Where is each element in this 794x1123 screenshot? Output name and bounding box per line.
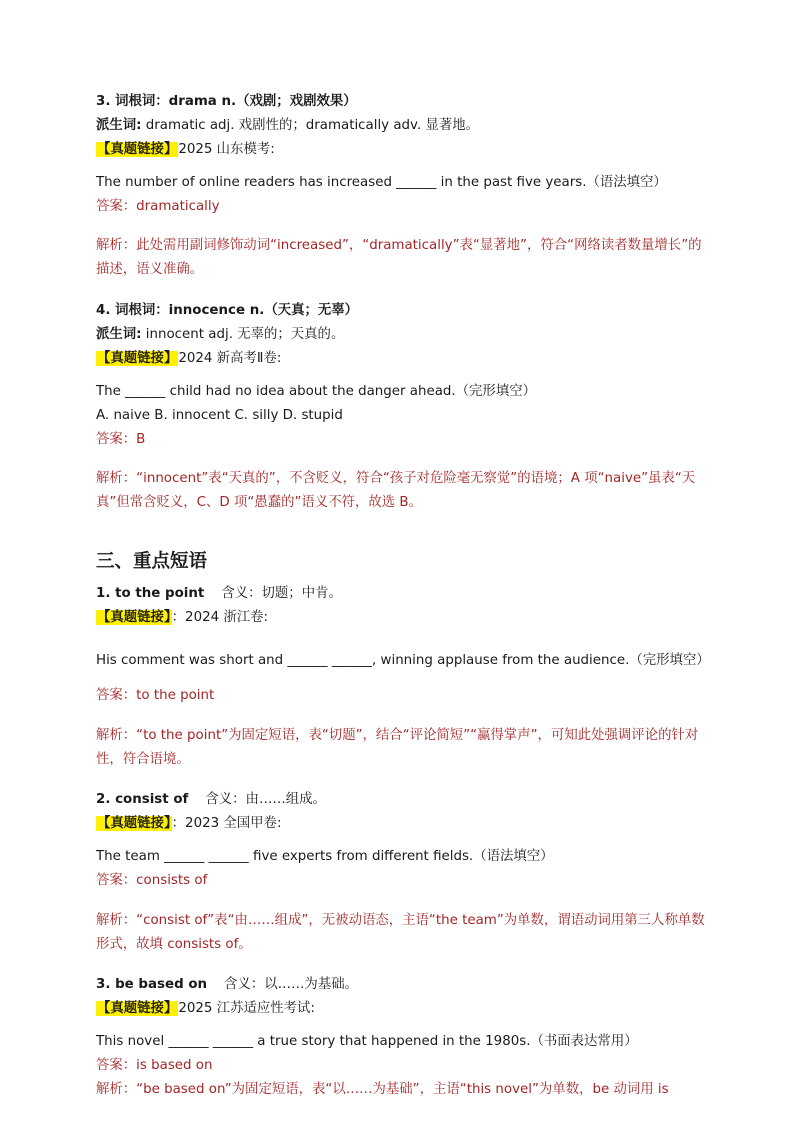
exam-link-tag: 【真题链接】 <box>97 350 178 366</box>
exam-source: ：2024 浙江卷: <box>171 609 269 625</box>
phrase-1-analysis: 解析：“to the point”为固定短语，表“切题”，结合“评论简短”“赢得掌声”，可知此处强调评论的针对性，符合语境。 <box>96 727 699 767</box>
phrase-meaning: 含义：切题；中肯。 <box>204 585 342 601</box>
exam-link-tag: 【真题链接】 <box>97 142 178 157</box>
derivative-label: 派生词: <box>96 118 142 133</box>
phrase-term: 2. consist of <box>96 792 189 808</box>
item-3-answer: 答案：dramatically <box>96 199 220 214</box>
item-3-exam-link <box>96 140 706 159</box>
phrase-meaning: 含义：以……为基础。 <box>207 976 358 992</box>
phrase-2-analysis: 解析：“consist of”表“由……组成”，无被动语态，主语“the team”为单数，谓语动词用第三人称单数形式，故填 consists of。 <box>96 912 705 952</box>
phrase-meaning: 含义：由……组成。 <box>188 792 326 808</box>
phrase-3-analysis: 解析：“be based on”为固定短语，表“以……为基础”，主语“this novel”为单数，be 动词用 is <box>96 1081 669 1097</box>
exam-source: 2024 新高考Ⅱ卷: <box>178 350 282 366</box>
phrase-2-exam-link <box>96 814 706 833</box>
phrase-1-exam-link <box>96 608 706 627</box>
exam-link-tag: 【真题链接】 <box>97 816 171 832</box>
item-3-question: The number of online readers has increased ______ in the past five years.（语法填空） <box>96 175 667 190</box>
item-4-exam-link <box>96 349 706 368</box>
derivative-text: dramatic adj. 戏剧性的；dramatically adv. 显著地。 <box>141 118 480 133</box>
section-title: 三、重点短语 <box>96 550 208 572</box>
exam-link-tag: 【真题链接】 <box>97 609 171 625</box>
item-4-derivatives <box>96 325 706 344</box>
phrase-2-heading <box>96 790 706 809</box>
phrase-term: 3. be based on <box>96 976 208 992</box>
item-4-options: A. naive B. innocent C. silly D. stupid <box>96 407 343 423</box>
phrase-1-heading <box>96 584 706 603</box>
derivative-text: innocent adj. 无辜的；天真的。 <box>141 326 345 342</box>
phrase-2-question: The team ______ ______ five experts from different fields.（语法填空） <box>96 849 554 865</box>
item-3-heading: 3. 词根词：drama n.（戏剧；戏剧效果） <box>96 94 357 109</box>
exam-source: 2025 江苏适应性考试: <box>178 1000 315 1016</box>
exam-link-tag: 【真题链接】 <box>97 1000 178 1016</box>
derivative-label: 派生词: <box>96 326 142 342</box>
phrase-3-exam-link <box>96 999 706 1018</box>
item-4-question: The ______ child had no idea about the danger ahead.（完形填空） <box>96 383 536 399</box>
item-3-analysis: 解析：此处需用副词修饰动词“increased”，“dramatically”表“显著地”，符合“网络读者数量增长”的描述，语义准确。 <box>96 238 702 278</box>
phrase-term: 1. to the point <box>96 585 205 601</box>
item-4-analysis: 解析：“innocent”表“天真的”，不含贬义，符合“孩子对危险毫无察觉”的语境；A 项“naive”虽表“天真”但常含贬义，C、D 项“愚蠢的”语义不符，故选 B。 <box>96 471 696 511</box>
phrase-1-question: His comment was short and ______ ______, winning applause from the audience.（完形填空） <box>96 652 710 668</box>
phrase-1-answer: 答案：to the point <box>96 688 215 704</box>
exam-source: ：2023 全国甲卷: <box>171 816 282 832</box>
phrase-3-question: This novel ______ ______ a true story that happened in the 1980s.（书面表达常用） <box>96 1033 638 1049</box>
item-4-heading: 4. 词根词：innocence n.（天真；无辜） <box>96 302 359 318</box>
phrase-3-answer: 答案：is based on <box>96 1057 213 1073</box>
phrase-2-answer: 答案：consists of <box>96 873 208 889</box>
document-page <box>96 92 710 1099</box>
phrase-3-heading <box>96 975 706 994</box>
item-3-derivatives <box>96 116 706 135</box>
item-4-answer: 答案：B <box>96 431 146 447</box>
exam-source: 2025 山东模考: <box>178 142 275 157</box>
